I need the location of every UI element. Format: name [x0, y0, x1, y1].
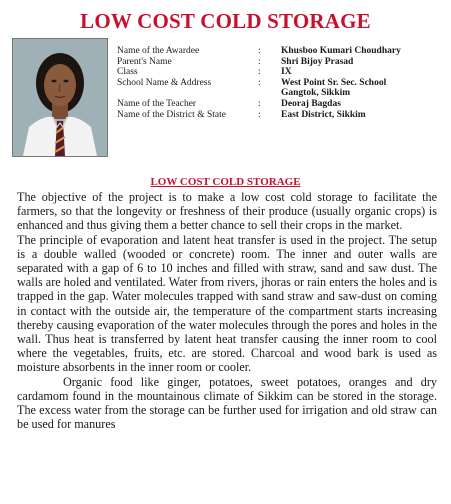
detail-value: IX	[281, 67, 292, 78]
detail-colon: :	[258, 77, 261, 88]
detail-colon: :	[258, 46, 261, 56]
detail-label: Name of the Awardee	[117, 46, 200, 56]
detail-colon: :	[258, 109, 261, 120]
detail-label: Parent's Name	[117, 56, 172, 67]
paragraph-principle: The principle of evaporation and latent heat transfer is used in the project. The setup is a double walled (wooded or concrete) room. The inner and outer walls are separated with a gap of 6 to 10 inches and filled with straw, sand and saw dust. The walls are holed and ventilated. Water from rivers, jhoras or rain enters the holes and is trapped in the gap. Water molecules trapped with sand straw and saw-dust on coming in contact with the outside air, the temperature of the compartment starts increasing thereby causing evaporation of the water molecules through the pores and holes in the wall. Thus heat is transferred by latent heat transfer causing the inner room to cool where the vegetables, fruits, etc. are stored. Charcoal and wood bark is used as moisture absorbents in the inner room or cooler.	[17, 232, 437, 375]
detail-label: Name of the District & State	[117, 109, 226, 120]
detail-colon: :	[258, 67, 261, 78]
detail-colon: :	[258, 98, 261, 109]
detail-label: Class	[117, 67, 138, 78]
detail-value: East District, Sikkim	[281, 109, 366, 120]
detail-value: Shri Bijoy Prasad	[281, 56, 354, 67]
detail-value: West Point Sr. Sec. School	[281, 77, 387, 88]
paragraph-objective: The objective of the project is to make a low cost cold storage to facilitate the farmers, so that the longevity or freshness of their produce (usually organic crops) is enhanced and thus giving them a better chance to sell their crops in the market.	[17, 190, 437, 233]
awardee-portrait-image	[13, 39, 107, 156]
detail-value: Deoraj Bagdas	[281, 98, 341, 109]
section-heading: LOW COST COLD STORAGE	[150, 176, 301, 188]
detail-value: Gangtok, Sikkim	[281, 88, 351, 99]
detail-value: Khusboo Kumari Choudhary	[281, 46, 401, 56]
detail-label: Name of the Teacher	[117, 98, 197, 109]
awardee-photo	[12, 38, 108, 157]
detail-colon: :	[258, 56, 261, 67]
page-title: LOW COST COLD STORAGE	[80, 9, 371, 33]
detail-label: School Name & Address	[117, 77, 212, 88]
project-description	[17, 190, 437, 431]
paragraph-storage-use: Organic food like ginger, potatoes, sweet potatoes, oranges and dry cardamom found in the mountainous climate of Sikkim can be stored in the storage. The excess water from the storage can be further used for irrigation and old straw can be used for manures	[17, 374, 437, 432]
